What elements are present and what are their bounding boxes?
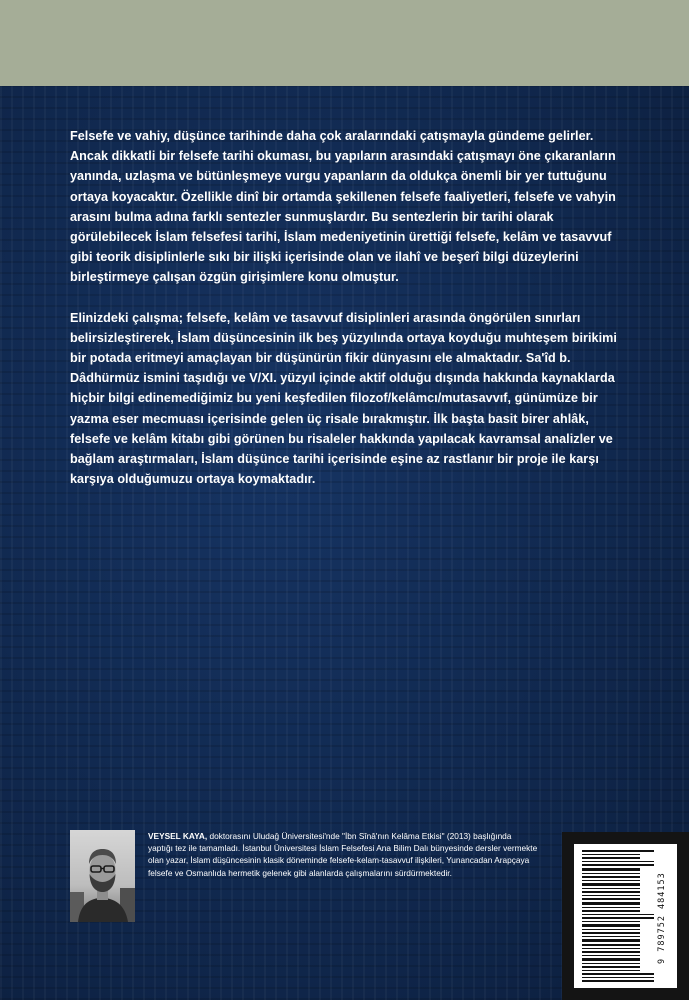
barcode-bars <box>582 850 654 982</box>
author-portrait-image <box>70 830 135 922</box>
isbn-number: 9 789752 484153 <box>657 872 667 964</box>
author-name: VEYSEL KAYA, <box>148 831 208 841</box>
author-photo <box>70 830 135 922</box>
author-bio-text: doktorasını Uludağ Üniversitesi'nde "İbn Sînâ'nın Kelâma Etkisi" (2013) başlığında yaptığı tez ile tamamladı. İstanbul Üniversitesi İslam Felsefesi Ana Bilim Dalı bünyesinde dersler vermekte olan yazar, İslam düşüncesinin klasik döneminde felsefe-kelam-tasavvuf ilişkileri, Yunancadan Arapçaya felsefe ve Osmanlıda hermetik gelenek gibi alanlarda çalışmalarını sürdürmektedir. <box>148 831 538 878</box>
author-bio <box>148 830 538 879</box>
description-paragraph-2: Elinizdeki çalışma; felsefe, kelâm ve tasavvuf disiplinleri arasında öngörülen sınırları belirsizleştirerek, İslam düşüncesinin ilk beş yüzyılında ortaya koyduğu muhteşem birikimi bir potada eritmeyi amaçlayan bir düşünürün fikir dünyasını ele almaktadır. Sa'îd b. Dâdhürmüz ismini taşıdığı ve V/XI. yüzyıl içinde aktif olduğu dışında hakkında kaynaklarda hiçbir bilgi edinemediğimiz bu yeni keşfedilen filozof/kelâmcı/mutasavvıf, günümüze bir yazma eser mecmuası içerisinde gelen üç risale bırakmıştır. İlk başta basit birer ahlâk, felsefe ve kelâm kitabı gibi görünen bu risaleler hakkında yapılacak kavramsal analizler ve bağlam araştırmaları, İslam düşünce tarihi içerisinde eşine az rastlanır bir proje ile karşı karşıya olduğumuzu ortaya koymaktadır. <box>70 310 617 487</box>
description-text <box>70 126 630 509</box>
barcode-panel <box>562 832 689 1000</box>
description-paragraph-1: Felsefe ve vahiy, düşünce tarihinde daha çok aralarındaki çatışmayla gündeme gelirler. Ancak dikkatli bir felsefe tarihi okuması, bu yapıların arasındaki çatışmayı öne çıkaranların yanında, uzlaşma ve bütünleşmeye vurgu yapanların da oldukça önemli bir yer tuttuğunu ortaya koyacaktır. Özellikle dinî bir ortamda şekillenen felsefe faaliyetleri, felsefe ve vahyin arasını bulma adına farklı sentezler sunmuşlardır. Bu sentezlerin bir tarihi olarak görülebilecek İslam felsefesi tarihi, İslam medeniyetinin ürettiği felsefe, kelâm ve tasavvuf gibi teorik disiplinlerle sıkı bir ilişki içerisinde olan ve ilahî ve beşerî bilgi düzeylerini birleştirmeye çalışan özgün girişimlere konu olmuştur. <box>70 129 616 285</box>
top-band <box>0 0 689 86</box>
barcode-box <box>574 844 677 988</box>
